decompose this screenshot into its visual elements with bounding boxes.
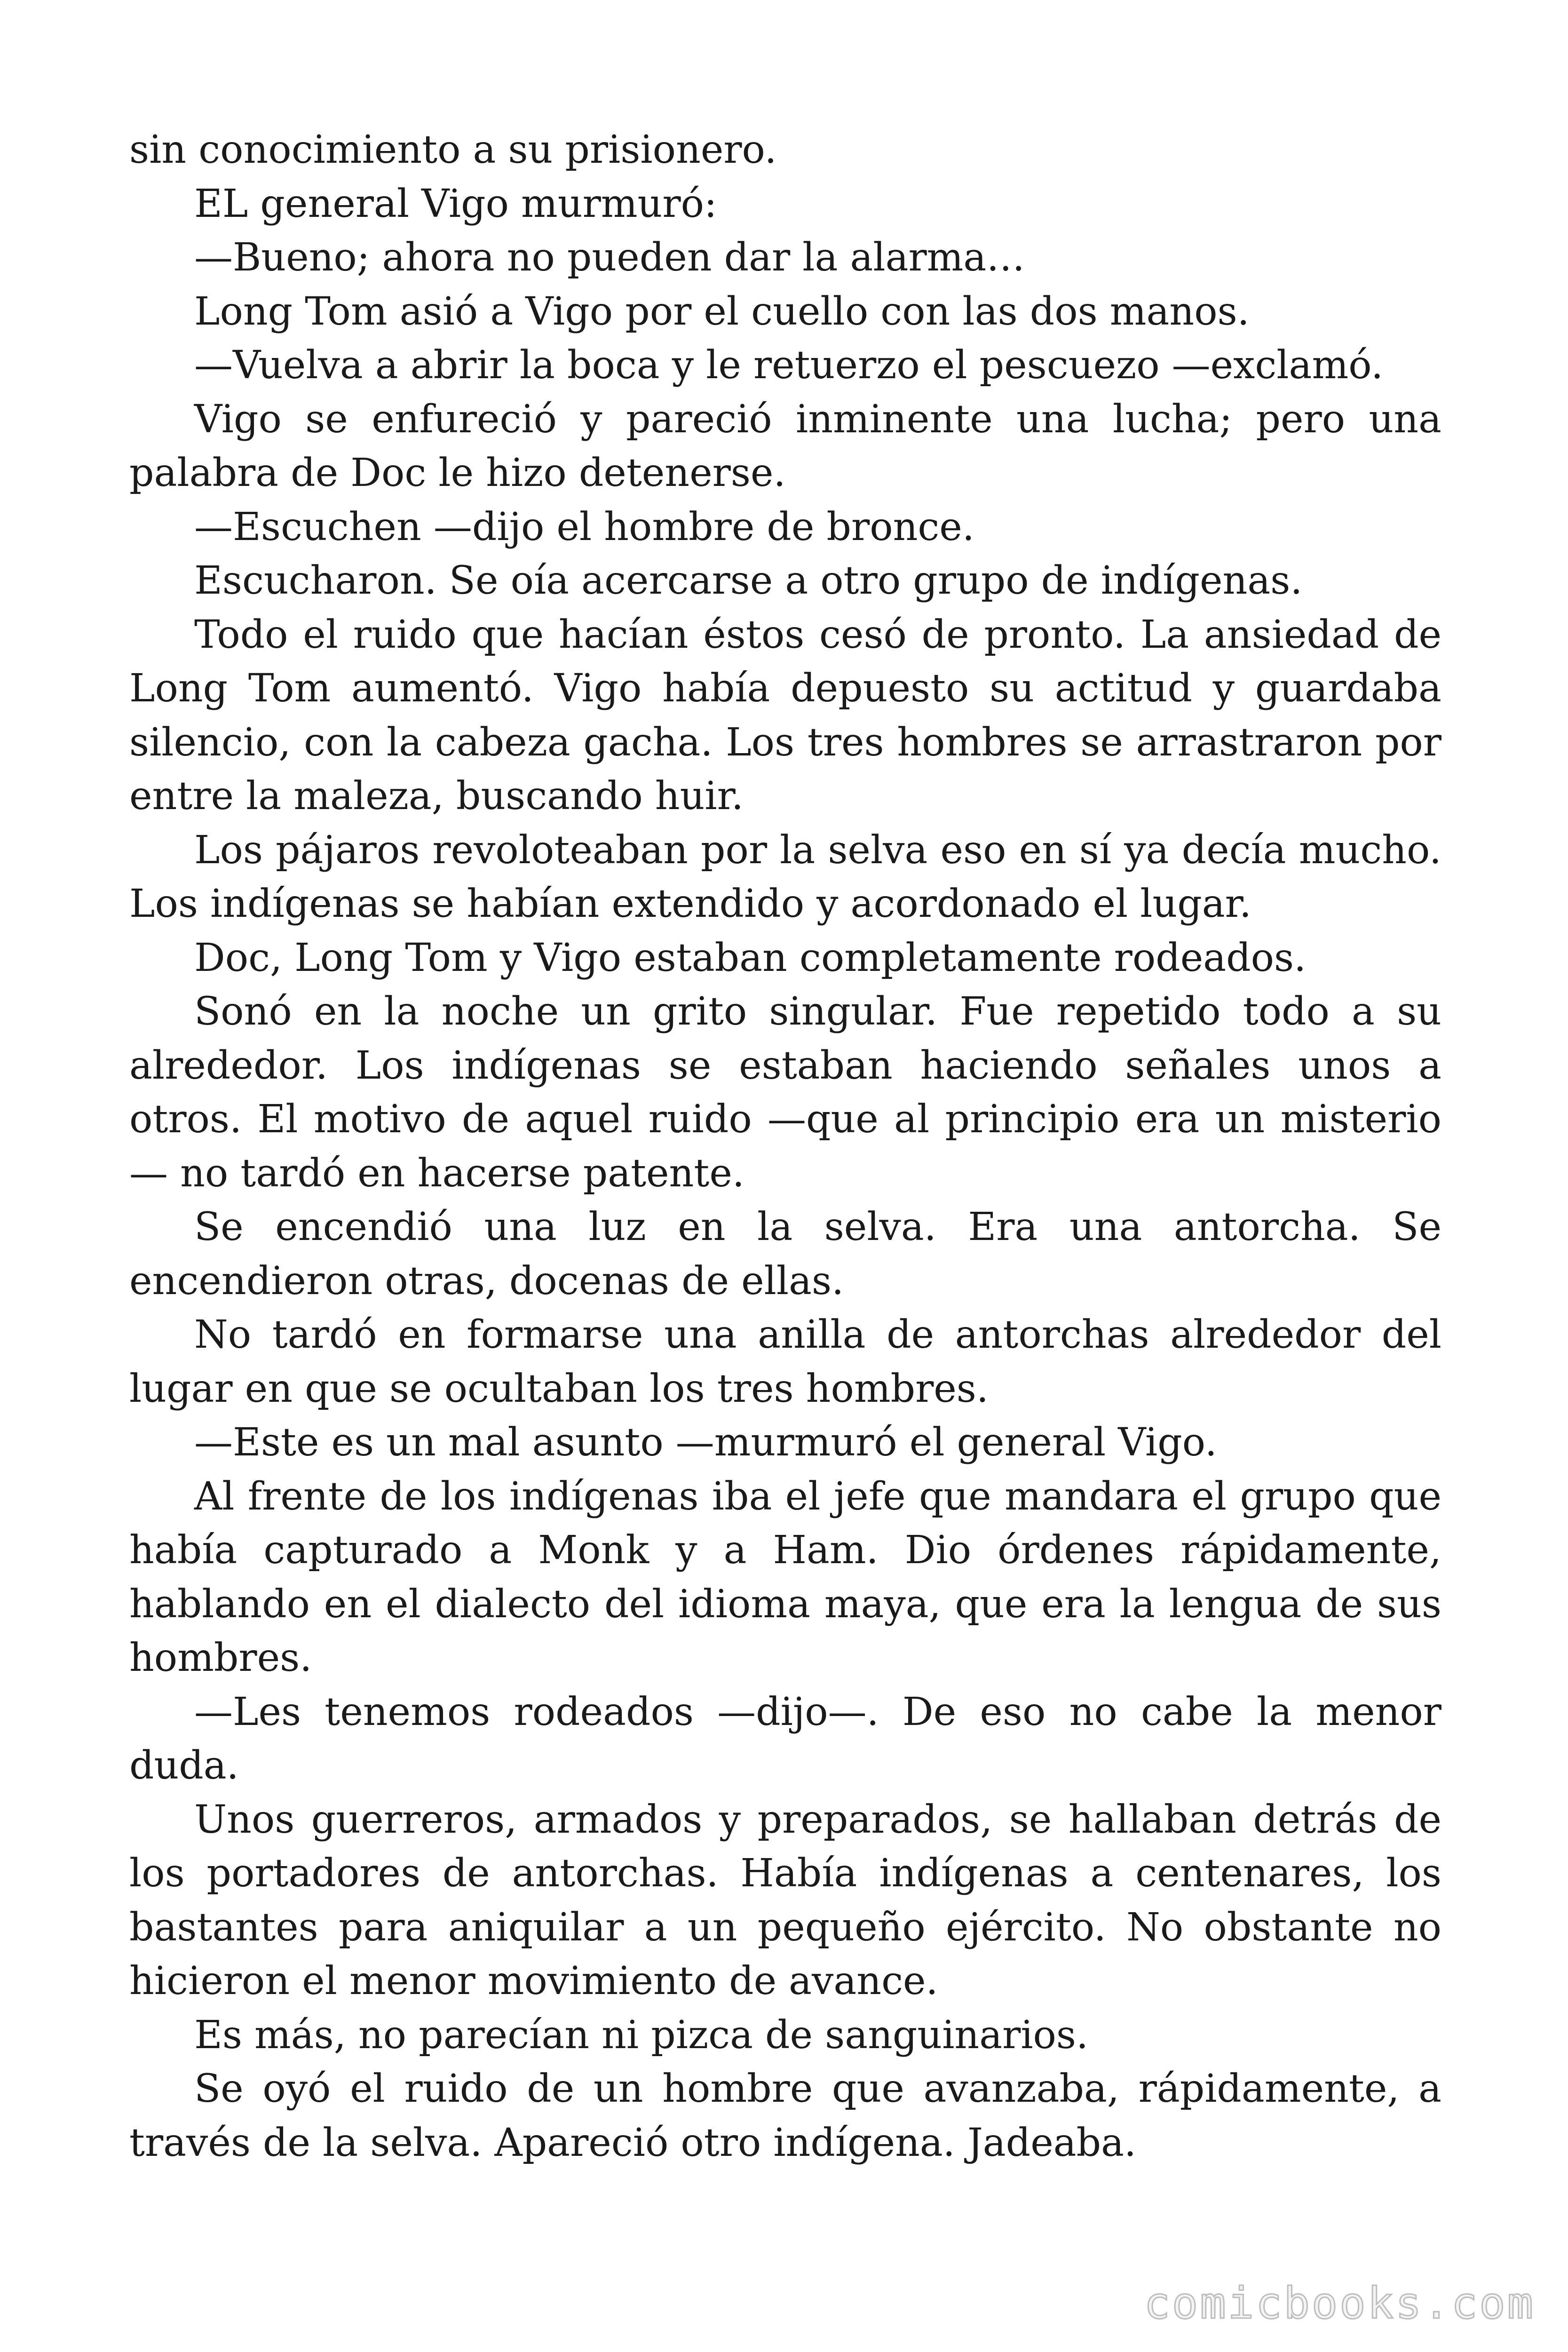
- paragraph: Todo el ruido que hacían éstos cesó de pronto. La ansiedad de Long Tom aumentó. Vigo había depuesto su actitud y guardaba silencio, con la cabeza gacha. Los tres hombres se arrastraron por entre la maleza, buscando huir.: [129, 612, 1441, 818]
- paragraph: Long Tom asió a Vigo por el cuello con las dos manos.: [194, 289, 1250, 334]
- paragraph: Vigo se enfureció y pareció inminente una lucha; pero una palabra de Doc le hizo detenerse.: [129, 397, 1441, 495]
- paragraph: Sonó en la noche un grito singular. Fue repetido todo a su alrededor. Los indígenas se estaban haciendo señales unos a otros. El motivo de aquel ruido —que al principio era un misterio— no tardó en hacerse patente.: [129, 989, 1441, 1196]
- paragraph: Se encendió una luz en la selva. Era una antorcha. Se encendieron otras, docenas de ellas.: [129, 1205, 1441, 1303]
- paragraph: Escucharon. Se oía acercarse a otro grupo de indígenas.: [194, 558, 1303, 603]
- paragraph: Los pájaros revoloteaban por la selva eso en sí ya decía mucho. Los indígenas se habían extendido y acordonado el lugar.: [129, 827, 1441, 926]
- paragraph: Al frente de los indígenas iba el jefe que mandara el grupo que había capturado a Monk y a Ham. Dio órdenes rápidamente, hablando en el dialecto del idioma maya, que era la lengua de sus hombres.: [129, 1474, 1441, 1680]
- paragraph: —Les tenemos rodeados —dijo—. De eso no cabe la menor duda.: [129, 1689, 1441, 1788]
- paragraph: EL general Vigo murmuró:: [194, 181, 717, 226]
- body-text: [129, 123, 1441, 2170]
- watermark: comicbooks.com: [1144, 2278, 1535, 2328]
- paragraph: —Vuelva a abrir la boca y le retuerzo el pescuezo —exclamó.: [194, 343, 1384, 388]
- paragraph: Unos guerreros, armados y preparados, se hallaban detrás de los portadores de antorchas. Había indígenas a centenares, los bastantes para aniquilar a un pequeño ejército. No obstante no hicieron el menor movimiento de avance.: [129, 1797, 1441, 2003]
- paragraph: Se oyó el ruido de un hombre que avanzaba, rápidamente, a través de la selva. Apareció otro indígena. Jadeaba.: [129, 2066, 1441, 2165]
- paragraph: Doc, Long Tom y Vigo estaban completamente rodeados.: [194, 935, 1307, 980]
- paragraph: —Bueno; ahora no pueden dar la alarma…: [194, 235, 1025, 280]
- paragraph: sin conocimiento a su prisionero.: [129, 127, 777, 172]
- paragraph: Es más, no parecían ni pizca de sanguinarios.: [194, 2012, 1089, 2058]
- paragraph: —Escuchen —dijo el hombre de bronce.: [194, 504, 974, 549]
- paragraph: No tardó en formarse una anilla de antorchas alrededor del lugar en que se ocultaban los tres hombres.: [129, 1312, 1441, 1411]
- paragraph: —Este es un mal asunto —murmuró el general Vigo.: [194, 1420, 1217, 1465]
